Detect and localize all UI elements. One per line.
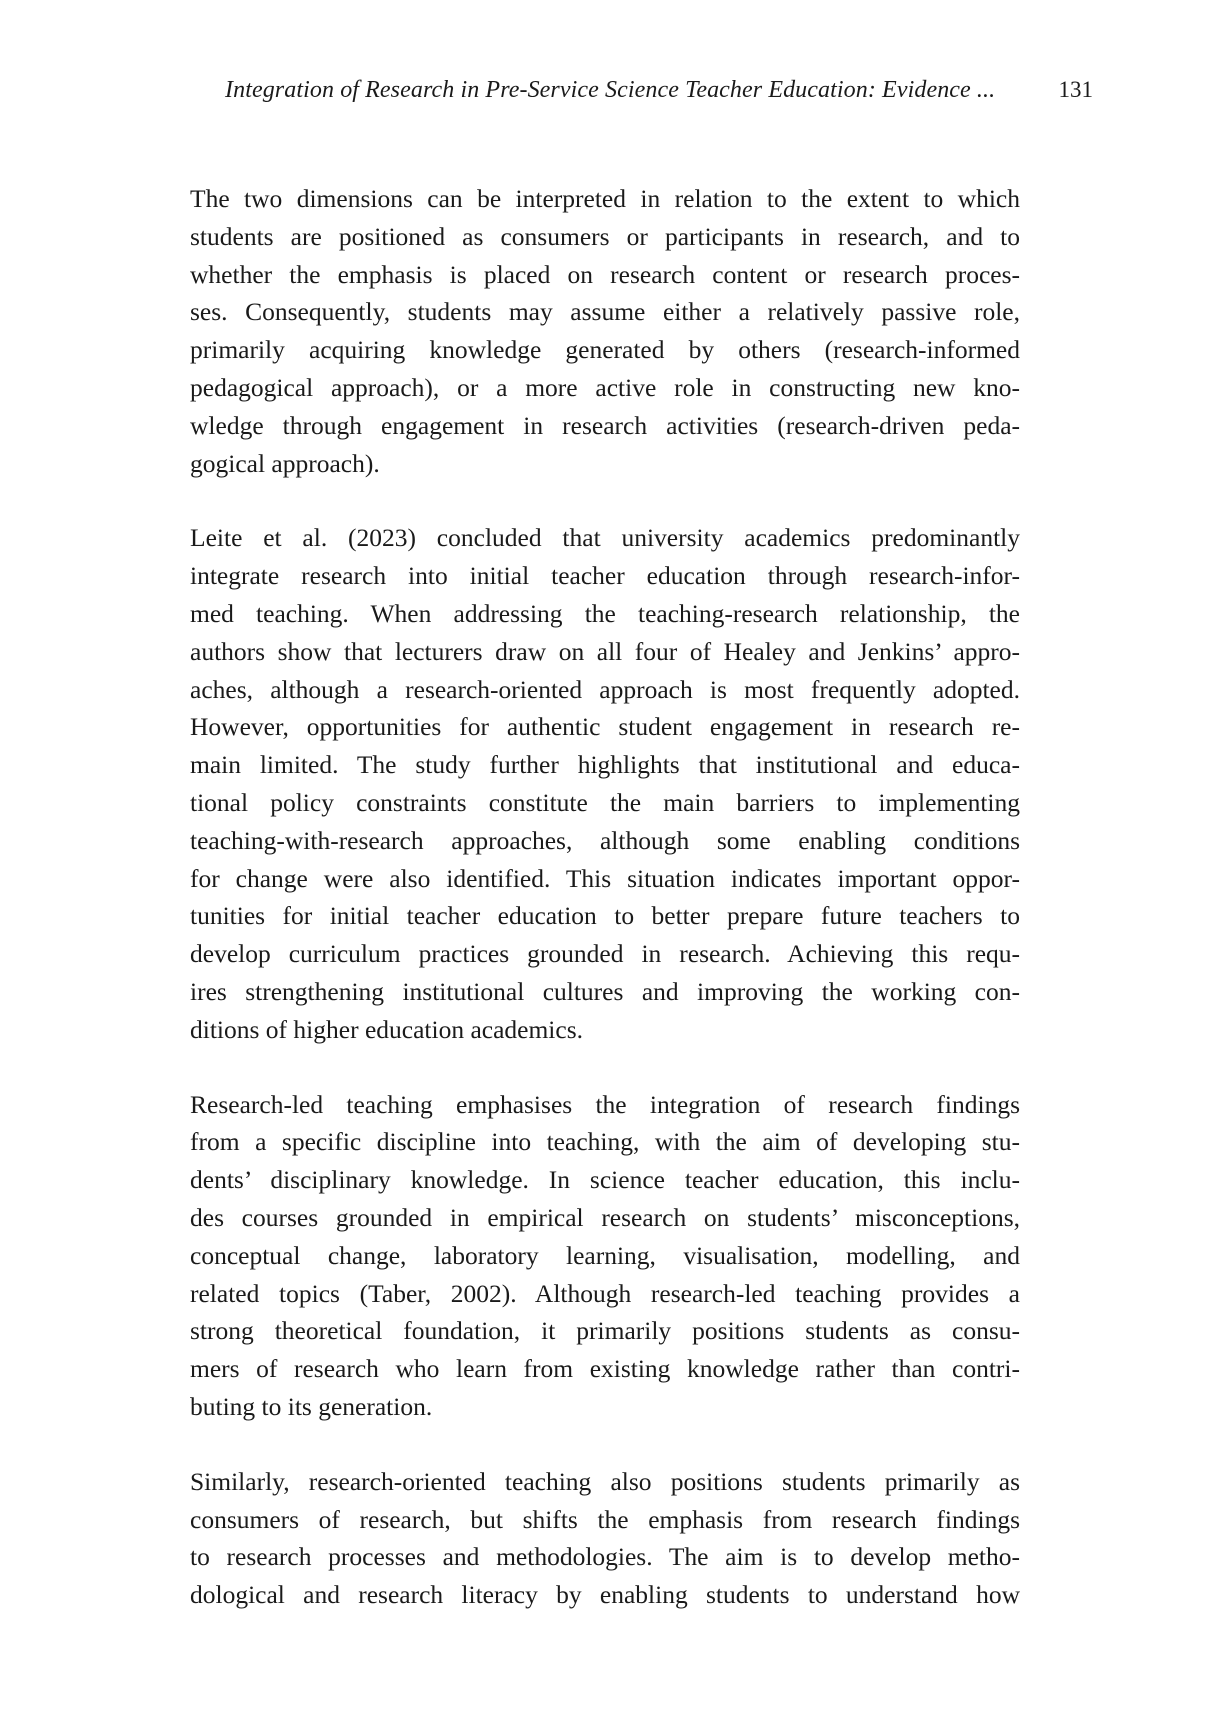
text-line: buting to its generation. xyxy=(190,1391,433,1421)
text-line: Similarly, research-oriented teaching also positions students primarily as xyxy=(190,1466,1020,1496)
paragraph-3 xyxy=(190,1086,1020,1426)
text-line: teaching-with-research approaches, although some enabling conditions xyxy=(190,825,1020,855)
text-line: primarily acquiring knowledge generated by others (research-informed xyxy=(190,335,1020,365)
text-line: wledge through engagement in research activities (research-driven peda- xyxy=(190,410,1020,440)
paragraph-1 xyxy=(190,180,1020,482)
text-line: students are positioned as consumers or participants in research, and to xyxy=(190,221,1020,251)
page-number: 131 xyxy=(1058,77,1093,102)
text-line: ires strengthening institutional cultures and improving the working con- xyxy=(190,976,1020,1006)
text-line: Research-led teaching emphasises the integration of research findings xyxy=(190,1089,1020,1119)
text-line: for change were also identified. This situation indicates important oppor- xyxy=(190,863,1020,893)
text-line: pedagogical approach), or a more active role in constructing new kno- xyxy=(190,372,1020,402)
text-line: related topics (Taber, 2002). Although research-led teaching provides a xyxy=(190,1278,1020,1308)
text-line: strong theoretical foundation, it primarily positions students as consu- xyxy=(190,1316,1020,1346)
text-line: des courses grounded in empirical research on students’ misconceptions, xyxy=(190,1202,1020,1232)
paragraph-2 xyxy=(190,519,1020,1048)
text-line: integrate research into initial teacher education through research-infor- xyxy=(190,561,1020,591)
body-text xyxy=(190,180,1020,1651)
text-line: Leite et al. (2023) concluded that university academics predominantly xyxy=(190,523,1020,553)
text-line: develop curriculum practices grounded in research. Achieving this requ- xyxy=(190,939,1020,969)
text-line: consumers of research, but shifts the emphasis from research findings xyxy=(190,1504,1020,1534)
text-line: gogical approach). xyxy=(190,448,380,478)
text-line: conceptual change, laboratory learning, visualisation, modelling, and xyxy=(190,1240,1020,1270)
text-line: dological and research literacy by enabling students to understand how xyxy=(190,1580,1020,1610)
text-line: tunities for initial teacher education to better prepare future teachers to xyxy=(190,901,1020,931)
text-line: med teaching. When addressing the teaching-research relationship, the xyxy=(190,598,1020,628)
text-line: However, opportunities for authentic student engagement in research re- xyxy=(190,712,1020,742)
text-line: from a specific discipline into teaching, with the aim of developing stu- xyxy=(190,1127,1020,1157)
text-line: The two dimensions can be interpreted in relation to the extent to which xyxy=(190,184,1020,213)
text-line: aches, although a research-oriented approach is most frequently adopted. xyxy=(190,674,1020,704)
text-line: ditions of higher education academics. xyxy=(190,1014,583,1044)
paragraph-4 xyxy=(190,1463,1020,1614)
text-line: authors show that lecturers draw on all four of Healey and Jenkins’ appro- xyxy=(190,636,1020,666)
text-line: ses. Consequently, students may assume either a relatively passive role, xyxy=(190,297,1020,327)
text-line: dents’ disciplinary knowledge. In science teacher education, this inclu- xyxy=(190,1165,1020,1195)
text-line: main limited. The study further highlights that institutional and educa- xyxy=(190,750,1020,780)
running-title: Integration of Research in Pre-Service Science Teacher Education: Evidence ... xyxy=(225,77,996,103)
text-line: tional policy constraints constitute the main barriers to implementing xyxy=(190,787,1020,817)
text-line: to research processes and methodologies. The aim is to develop metho- xyxy=(190,1542,1020,1572)
text-line: mers of research who learn from existing knowledge rather than contri- xyxy=(190,1354,1020,1384)
running-header xyxy=(190,70,1093,110)
text-line: whether the emphasis is placed on research content or research proces- xyxy=(190,259,1020,289)
